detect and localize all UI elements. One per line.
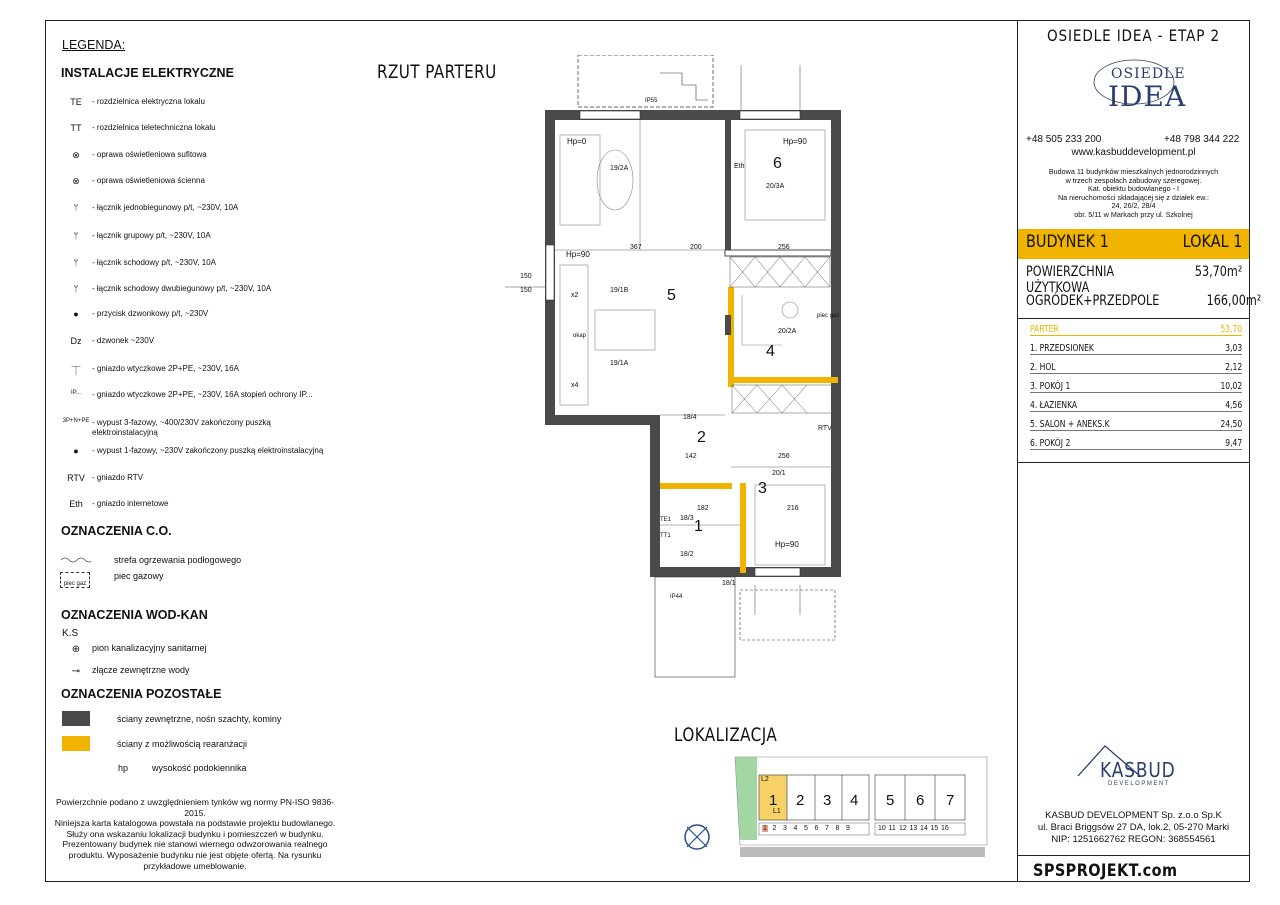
legend-row-electrical xyxy=(60,97,332,107)
room-area-value: 4,56 xyxy=(1225,400,1242,411)
plan-furniture xyxy=(560,130,825,565)
legend-text: strefa ogrzewania podłogowego xyxy=(114,555,242,565)
hp-label: Hp=0 xyxy=(567,137,587,146)
other-heading: OZNACZENIA POZOSTAŁE xyxy=(61,687,222,701)
plot-number: 2 xyxy=(772,825,777,832)
legend-row-electrical xyxy=(60,203,332,213)
legend-text: - łącznik schodowy dwubiegunowy p/t, ~230V, 10A xyxy=(92,284,272,293)
kasbud-text: KASBUD xyxy=(1100,758,1176,782)
plot-number: 5 xyxy=(804,825,808,832)
room-number-5: 5 xyxy=(667,287,676,304)
plot-number: 10 xyxy=(878,825,886,832)
room-area-row xyxy=(1030,324,1242,336)
company-line: NIP: 1251662762 REGON: 368554561 xyxy=(1051,834,1216,845)
co-heading: OZNACZENIA C.O. xyxy=(61,524,172,538)
hood-label: okap xyxy=(573,333,587,339)
building-number: 3 xyxy=(823,792,832,809)
phone-2: +48 798 344 222 xyxy=(1164,134,1240,145)
room-name: 4. ŁAZIENKA xyxy=(1030,400,1078,411)
legend-symbol-icon: ᛘ xyxy=(73,203,79,213)
description-line: Budowa 11 budynków mieszkalnych jednorodzinnych xyxy=(1048,167,1219,176)
room-area-value: 9,47 xyxy=(1225,438,1242,449)
legend-text: - łącznik jednobiegunowy p/t, ~230V, 10A xyxy=(92,203,239,212)
osiedle-idea-logo xyxy=(1086,54,1186,119)
dim-label: 150 xyxy=(520,287,532,294)
plot-number: 11 xyxy=(888,825,896,832)
plan-wardrobes xyxy=(730,257,832,413)
legend-text: - łącznik schodowy p/t, ~230V, 10A xyxy=(92,258,216,267)
dim-label: 200 xyxy=(690,244,702,251)
room-name: PARTER xyxy=(1030,324,1059,335)
gas-boiler-icon: piec gaz xyxy=(60,572,90,588)
legend-row-water xyxy=(60,666,332,677)
building-number: 5 xyxy=(886,792,895,809)
building-row-1 xyxy=(759,775,965,820)
plan-window xyxy=(546,245,554,300)
room-area-row xyxy=(1030,419,1242,431)
legend-text: - rozdzielnica elektryczna lokalu xyxy=(92,97,205,106)
company-info xyxy=(1017,810,1250,846)
footer-brand: SPSPROJEKT.com xyxy=(1033,861,1178,881)
plan-wall-lower-left xyxy=(650,415,660,575)
room-number-4: 4 xyxy=(766,343,775,360)
building-number: 7 xyxy=(946,792,955,809)
legend-text: - wypust 1-fazowy, ~230V zakończony puszką elektroinstalacyjną xyxy=(92,446,324,455)
crosshair-icon: ⊕ xyxy=(71,644,81,655)
legend-text: - gniazdo wtyczkowe 2P+PE, ~230V, 16A xyxy=(92,364,239,373)
note-line: przykładowe umeblowanie. xyxy=(143,860,247,871)
plot-number: 15 xyxy=(930,825,939,832)
description-line: 24, 26/2, 28/4 xyxy=(1111,201,1156,210)
building-number: 4 xyxy=(850,792,859,809)
garden-label: OGRÓDEK+PRZEDPOLE xyxy=(1026,293,1160,309)
plan-label: 19/1A xyxy=(610,360,629,367)
green-area xyxy=(735,757,757,840)
legend-text: - gniazdo RTV xyxy=(92,473,143,482)
room-area-value: 3,03 xyxy=(1225,343,1242,354)
legend-symbol-icon: TT xyxy=(70,123,82,133)
kasbud-logo xyxy=(1070,738,1190,800)
rtv-label: RTV xyxy=(818,425,832,432)
project-title: OSIEDLE IDEA - ETAP 2 xyxy=(1046,26,1221,45)
legend-text: - gniazdo internetowe xyxy=(92,499,169,508)
logo-main-text: IDEA xyxy=(1108,80,1187,113)
plan-wall-right xyxy=(831,110,841,577)
room-number-3: 3 xyxy=(758,480,767,497)
divider xyxy=(1017,855,1250,856)
legend-row-electrical xyxy=(60,309,332,319)
legend-row-electrical xyxy=(60,390,332,400)
legend-row-electrical xyxy=(60,499,332,509)
room-name: 1. PRZEDSIONEK xyxy=(1030,343,1094,354)
plot-number: 14 xyxy=(920,825,928,832)
hp-label: Hp=90 xyxy=(566,250,590,259)
plot-number: 1 xyxy=(763,825,767,832)
room-area-row xyxy=(1030,362,1242,374)
plan-window xyxy=(740,111,800,119)
room-name: 5. SALON + ANEKS.K xyxy=(1030,419,1110,430)
building-number: 2 xyxy=(796,792,805,809)
plan-label: 19/2A xyxy=(610,165,629,172)
legend-text: ściany zewnętrzne, nośn szachty, kominy xyxy=(117,714,282,724)
room-area-value: 10,02 xyxy=(1220,381,1242,392)
legend-text: pion kanalizacyjny sanitarnej xyxy=(92,643,207,653)
legend-note xyxy=(50,797,340,871)
phone-1: +48 505 233 200 xyxy=(1026,134,1102,145)
legend-symbol-icon: Eth xyxy=(69,499,83,509)
legend-text: - rozdzielnica teletechniczna lokalu xyxy=(92,123,216,132)
plot-number: 9 xyxy=(846,825,850,832)
room-area-value: 2,12 xyxy=(1225,362,1242,373)
wodkan-ks: K.S xyxy=(62,628,79,639)
legend-row-electrical xyxy=(60,150,332,161)
gas-boiler-label: piec gaz xyxy=(817,313,840,319)
legend-row-floor-heating xyxy=(60,556,354,567)
plot-number: 13 xyxy=(909,825,918,832)
description-line: Na nieruchomości składającej się z działek ew.: xyxy=(1057,192,1209,202)
company-line: KASBUD DEVELOPMENT Sp. z.o.o Sp.K xyxy=(1045,810,1222,821)
area-label: POWIERZCHNIA UŻYTKOWA xyxy=(1026,264,1115,296)
localization-map xyxy=(675,755,1005,870)
plot-number: 3 xyxy=(783,825,787,832)
legend-symbol-icon: ⊗ xyxy=(72,176,80,186)
legend-symbol-icon: IP... xyxy=(71,390,81,396)
orientation-icon xyxy=(685,825,709,849)
swatch-external-walls xyxy=(62,711,90,726)
garden-row xyxy=(1026,293,1261,309)
legend-symbol-icon: ᛘ xyxy=(73,284,79,294)
eth-label: Eth xyxy=(734,163,745,170)
legend-text: - dzwonek ~230V xyxy=(92,336,155,345)
dim-label: 216 xyxy=(787,505,799,512)
floor-plan xyxy=(500,55,870,685)
room-name: 2. HOL xyxy=(1030,362,1056,373)
plan-wall-internal xyxy=(725,120,731,250)
room-number-2: 2 xyxy=(697,429,706,446)
note-line: Prezentowany budynek nie stanowi wiernego odwzorowania realnego xyxy=(62,839,328,850)
plot-number: 7 xyxy=(825,825,829,832)
wodkan-heading: OZNACZENIA WOD-KAN xyxy=(61,608,208,622)
level-label: L1 xyxy=(773,808,781,815)
legend-symbol-icon: ⏉ xyxy=(71,366,81,376)
area-value: 53,70m² xyxy=(1194,264,1242,280)
legend-text: - oprawa oświetleniowa ścienna xyxy=(92,176,205,185)
legend-symbol-icon: ● xyxy=(73,309,79,319)
plan-wall-rearrange xyxy=(728,377,838,383)
legend-symbol-icon: ᛘ xyxy=(73,258,79,268)
localization-title: LOKALIZACJA xyxy=(674,724,778,746)
legend-symbol-icon: 3P+N+PE xyxy=(62,418,90,424)
plan-label: 20/3A xyxy=(766,183,785,190)
room-name: 3. POKÓJ 1 xyxy=(1030,381,1071,392)
legend-symbol-icon: RTV xyxy=(67,473,85,483)
building-number: 6 xyxy=(916,792,925,809)
plan-stairs xyxy=(660,73,708,100)
legend-symbol-icon: ⊗ xyxy=(72,150,80,160)
hp-label: Hp=90 xyxy=(775,540,799,549)
plan-label: 19/1B xyxy=(610,287,629,294)
divider xyxy=(1017,462,1250,463)
legend-text: złącze zewnętrzne wody xyxy=(92,665,190,675)
area-row xyxy=(1026,264,1242,296)
tt-label: TT1 xyxy=(660,533,671,539)
legend-title: LEGENDA: xyxy=(62,38,126,52)
plan-label: 18/1 xyxy=(722,580,736,587)
legend-row-electrical xyxy=(60,231,332,241)
room-area-row xyxy=(1030,400,1242,412)
legend-row-electrical xyxy=(60,123,332,133)
plan-wall-rearrange xyxy=(660,483,732,489)
room-area-row xyxy=(1030,343,1242,355)
room-name: 6. POKÓJ 2 xyxy=(1030,438,1071,449)
road xyxy=(740,847,985,857)
legend-row-sewer xyxy=(60,644,332,655)
legend-row-electrical xyxy=(60,284,332,294)
building-label: BUDYNEK 1 xyxy=(1026,232,1109,252)
dim-label: 256 xyxy=(778,453,790,460)
electrical-heading: INSTALACJE ELEKTRYCZNE xyxy=(61,66,234,80)
company-line: ul. Braci Briggsów 27 DA, lok.2, 05-270 Marki xyxy=(1037,822,1230,833)
description-line: Kat. obiektu budowlanego - I xyxy=(1087,184,1180,193)
plot-number: 4 xyxy=(793,825,798,832)
legend-text: ściany z możliwością rearanżacji xyxy=(117,739,248,749)
legend-text: - gniazdo wtyczkowe 2P+PE, ~230V, 16A stopień ochrony IP... xyxy=(92,390,313,399)
plan-title: RZUT PARTERU xyxy=(377,61,497,83)
plan-wall-left-bottom xyxy=(545,415,660,425)
hp-label: Hp=90 xyxy=(783,137,807,146)
building-unit-row xyxy=(1026,232,1242,252)
description-line: obr. 5/11 w Markach przy ul. Szkolnej xyxy=(1074,209,1193,219)
plan-gridlines xyxy=(555,120,831,525)
plan-wall-rearrange xyxy=(740,483,746,573)
legend-symbol-icon: ● xyxy=(73,446,79,456)
legend-text: - wypust 3-fazowy, ~400/230V zakończony puszką elektroinstalacyjną xyxy=(92,418,271,437)
legend-text: - łącznik grupowy p/t, ~230V, 10A xyxy=(92,231,211,240)
legend-symbol-icon: ᛘ xyxy=(73,231,79,241)
plan-label: 18/2 xyxy=(680,551,694,558)
room-area-row xyxy=(1030,438,1242,450)
room-area-row xyxy=(1030,381,1242,393)
plot-number: 16 xyxy=(941,825,949,832)
dim-label: 142 xyxy=(685,453,697,460)
legend-row-electrical xyxy=(60,473,332,483)
kasbud-sub: DEVELOPMENT xyxy=(1108,781,1170,787)
legend-row-electrical xyxy=(60,176,332,187)
legend-text: piec gazowy xyxy=(114,571,164,581)
plan-entrance xyxy=(655,577,735,677)
plot-number: 12 xyxy=(899,825,907,832)
dim-label: 367 xyxy=(630,244,642,251)
description-line: w trzech zespołach zabudowy szeregowej. xyxy=(1065,175,1202,185)
plan-window xyxy=(580,111,640,119)
legend-row-gas-boiler xyxy=(60,572,354,588)
dim-label: 150 xyxy=(520,273,532,280)
plan-label: IP44 xyxy=(670,594,683,600)
garden-value: 166,00m² xyxy=(1206,293,1261,309)
logo-top-text: OSIEDLE xyxy=(1111,66,1186,82)
plan-label: 18/3 xyxy=(680,515,694,522)
legend-row-electrical xyxy=(60,336,332,346)
plot-number: 8 xyxy=(835,825,840,832)
plan-label: 20/2A xyxy=(778,328,797,335)
dim-label: 256 xyxy=(778,244,790,251)
note-line: Służy ona wskazaniu lokalizacji budynku i pomieszczeń w budynku. xyxy=(66,828,324,839)
socket-count: x2 xyxy=(571,292,579,299)
plan-label: IP55 xyxy=(645,98,658,104)
legend-row-electrical xyxy=(60,446,332,456)
room-area-value: 53,70 xyxy=(1220,324,1242,335)
description xyxy=(1017,168,1250,219)
swatch-rearrangeable-walls xyxy=(62,736,90,751)
plan-label: 18/4 xyxy=(683,414,697,421)
note-line: Powierzchnie podano z uwzględnieniem tynków wg normy PN-ISO 9836-2015. xyxy=(55,797,334,818)
wave-icon xyxy=(60,556,92,567)
room-area-value: 24,50 xyxy=(1220,419,1242,430)
legend-row-electrical xyxy=(60,364,332,377)
legend-text: wysokość podokiennika xyxy=(152,763,247,773)
level-label: L2 xyxy=(761,776,769,783)
hp-label: hp xyxy=(118,763,129,773)
dim-label: 182 xyxy=(697,505,709,512)
legend-row-electrical xyxy=(60,258,332,268)
unit-label: LOKAL 1 xyxy=(1182,232,1242,252)
room-number-1: 1 xyxy=(694,518,703,535)
plan-label: 20/1 xyxy=(772,470,786,477)
plan-window xyxy=(755,568,800,576)
building-number: 1 xyxy=(769,792,778,809)
water-connector-icon: ⊸ xyxy=(71,666,81,677)
legend-text: - oprawa oświetleniowa sufitowa xyxy=(92,150,207,159)
plan-wall-internal xyxy=(725,315,731,335)
plan-front-yard xyxy=(740,590,835,640)
socket-count: x4 xyxy=(571,382,579,389)
room-number-6: 6 xyxy=(773,155,782,172)
legend-symbol-icon: Dz xyxy=(70,336,82,346)
website: www.kasbuddevelopment.pl xyxy=(1071,147,1196,158)
note-line: produktu. Wyposażenie budynku nie jest objęte ofertą. Na rysunku xyxy=(68,849,322,860)
note-line: Niniejsza karta katalogowa powstała na podstawie projektu budowlanego. xyxy=(54,818,336,829)
te-label: TE1 xyxy=(660,517,672,523)
legend-symbol-icon: TE xyxy=(70,97,82,107)
legend-row-electrical xyxy=(60,418,332,437)
legend-text: - przycisk dzwonkowy p/t, ~230V xyxy=(92,309,209,318)
plan-wall-rearrange xyxy=(728,287,734,387)
divider xyxy=(1018,318,1249,319)
plot-number: 6 xyxy=(814,825,819,832)
